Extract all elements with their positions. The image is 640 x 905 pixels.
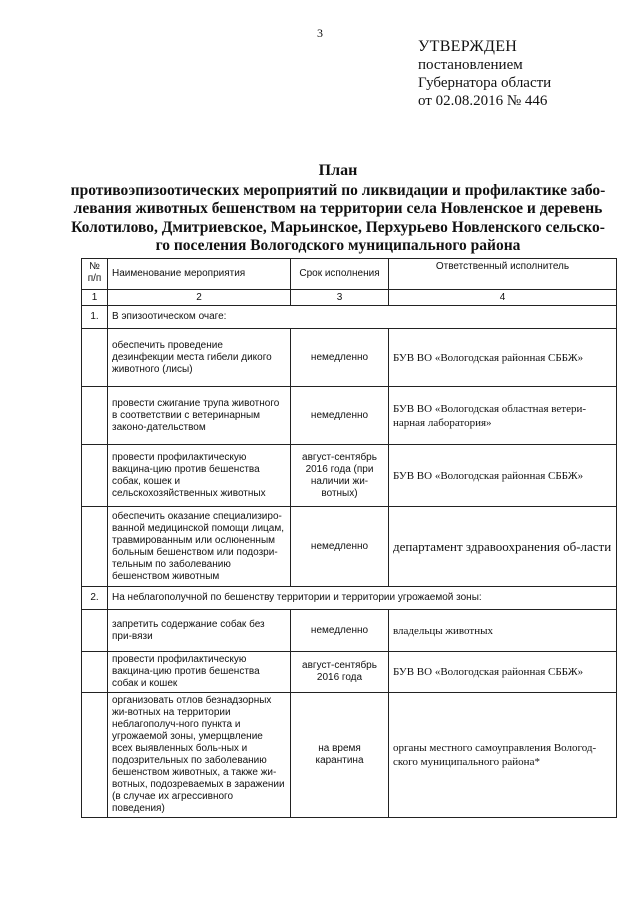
approval-line-2: постановлением: [418, 57, 523, 73]
measure-cell: провести профилактическую вакцина-цию против бешенства собак, кошек и сельскохозяйственных животных: [108, 445, 291, 507]
executor-cell: БУВ ВО «Вологодская областная ветери-нарная лаборатория»: [389, 387, 617, 445]
measure-cell: обеспечить проведение дезинфекции места гибели дикого животного (лисы): [108, 329, 291, 387]
index-cell: 2: [108, 290, 291, 306]
table-row: [82, 445, 617, 507]
executor-cell: БУВ ВО «Вологодская районная СББЖ»: [389, 652, 617, 693]
title-line-4: го поселения Вологодского муниципального района: [155, 237, 521, 254]
approval-line-3: Губернатора области: [418, 75, 552, 91]
header-term: Срок исполнения: [291, 259, 389, 290]
term-cell: август-сентябрь 2016 года (при наличии жи-вотных): [291, 445, 389, 507]
approval-line-4: от 02.08.2016 № 446: [418, 93, 548, 109]
measure-cell: провести профилактическую вакцина-цию против бешенства собак и кошек: [108, 652, 291, 693]
num-cell: [82, 329, 108, 387]
index-cell: 3: [291, 290, 389, 306]
table-index-row: [82, 290, 617, 306]
header-num: № п/п: [82, 259, 108, 290]
num-cell: [82, 652, 108, 693]
num-cell: [82, 610, 108, 652]
document-title: [60, 162, 616, 256]
measure-cell: обеспечить оказание специализиро-ванной медицинской помощи лицам, травмированным или ослюненным больным бешенством или подозри-тельным по заболеванию бешенством животным: [108, 507, 291, 587]
section-number: 2.: [82, 587, 108, 610]
title-main: План: [318, 162, 358, 179]
title-line-2: левания животных бешенством на территории села Новленское и деревень: [73, 200, 603, 217]
num-cell: [82, 507, 108, 587]
executor-cell: БУВ ВО «Вологодская районная СББЖ»: [389, 445, 617, 507]
section-row: [82, 306, 617, 329]
table-row: [82, 387, 617, 445]
num-cell: [82, 445, 108, 507]
section-row: [82, 587, 617, 610]
header-executor: Ответственный исполнитель: [389, 259, 617, 290]
table-row: [82, 693, 617, 818]
executor-cell: БУВ ВО «Вологодская районная СББЖ»: [389, 329, 617, 387]
index-cell: 4: [389, 290, 617, 306]
measure-cell: провести сжигание трупа животного в соответствии с ветеринарным законо-дательством: [108, 387, 291, 445]
section-title: В эпизоотическом очаге:: [108, 306, 617, 329]
term-cell: немедленно: [291, 507, 389, 587]
measure-cell: организовать отлов безнадзорных жи-вотных на территории неблагополуч-ного пункта и угрожаемой зоны, умерщвление всех выявленных боль-ных и подозрительных по заболеванию бешенством животных, а также жи-вотных, подозреваемых в заражении (в случае их агрессивного поведения): [108, 693, 291, 818]
title-line-3: Колотилово, Дмитриевское, Марьинское, Перхурьево Новленского сельско-: [71, 218, 605, 236]
table-row: [82, 329, 617, 387]
term-cell: немедленно: [291, 610, 389, 652]
table-row: [82, 652, 617, 693]
executor-cell: владельцы животных: [389, 610, 617, 652]
approval-stamp: [418, 38, 551, 110]
page-number: 3: [317, 26, 323, 40]
plan-table: [81, 258, 617, 818]
table-row: [82, 507, 617, 587]
index-cell: 1: [82, 290, 108, 306]
table-header-row: [82, 259, 617, 290]
table-row: [82, 610, 617, 652]
num-cell: [82, 387, 108, 445]
section-number: 1.: [82, 306, 108, 329]
term-cell: на время карантина: [291, 693, 389, 818]
term-cell: август-сентябрь 2016 года: [291, 652, 389, 693]
measure-cell: запретить содержание собак без при-вязи: [108, 610, 291, 652]
approval-line-1: УТВЕРЖДЕН: [418, 38, 518, 55]
title-line-1: противоэпизоотических мероприятий по ликвидации и профилактике забо-: [70, 181, 606, 199]
executor-cell: департамент здравоохранения об-ласти: [389, 507, 617, 587]
executor-cell: органы местного самоуправления Вологод-ского муниципального района*: [389, 693, 617, 818]
term-cell: немедленно: [291, 387, 389, 445]
num-cell: [82, 693, 108, 818]
term-cell: немедленно: [291, 329, 389, 387]
header-name: Наименование мероприятия: [108, 259, 291, 290]
section-title: На неблагополучной по бешенству территории и территории угрожаемой зоны:: [108, 587, 617, 610]
